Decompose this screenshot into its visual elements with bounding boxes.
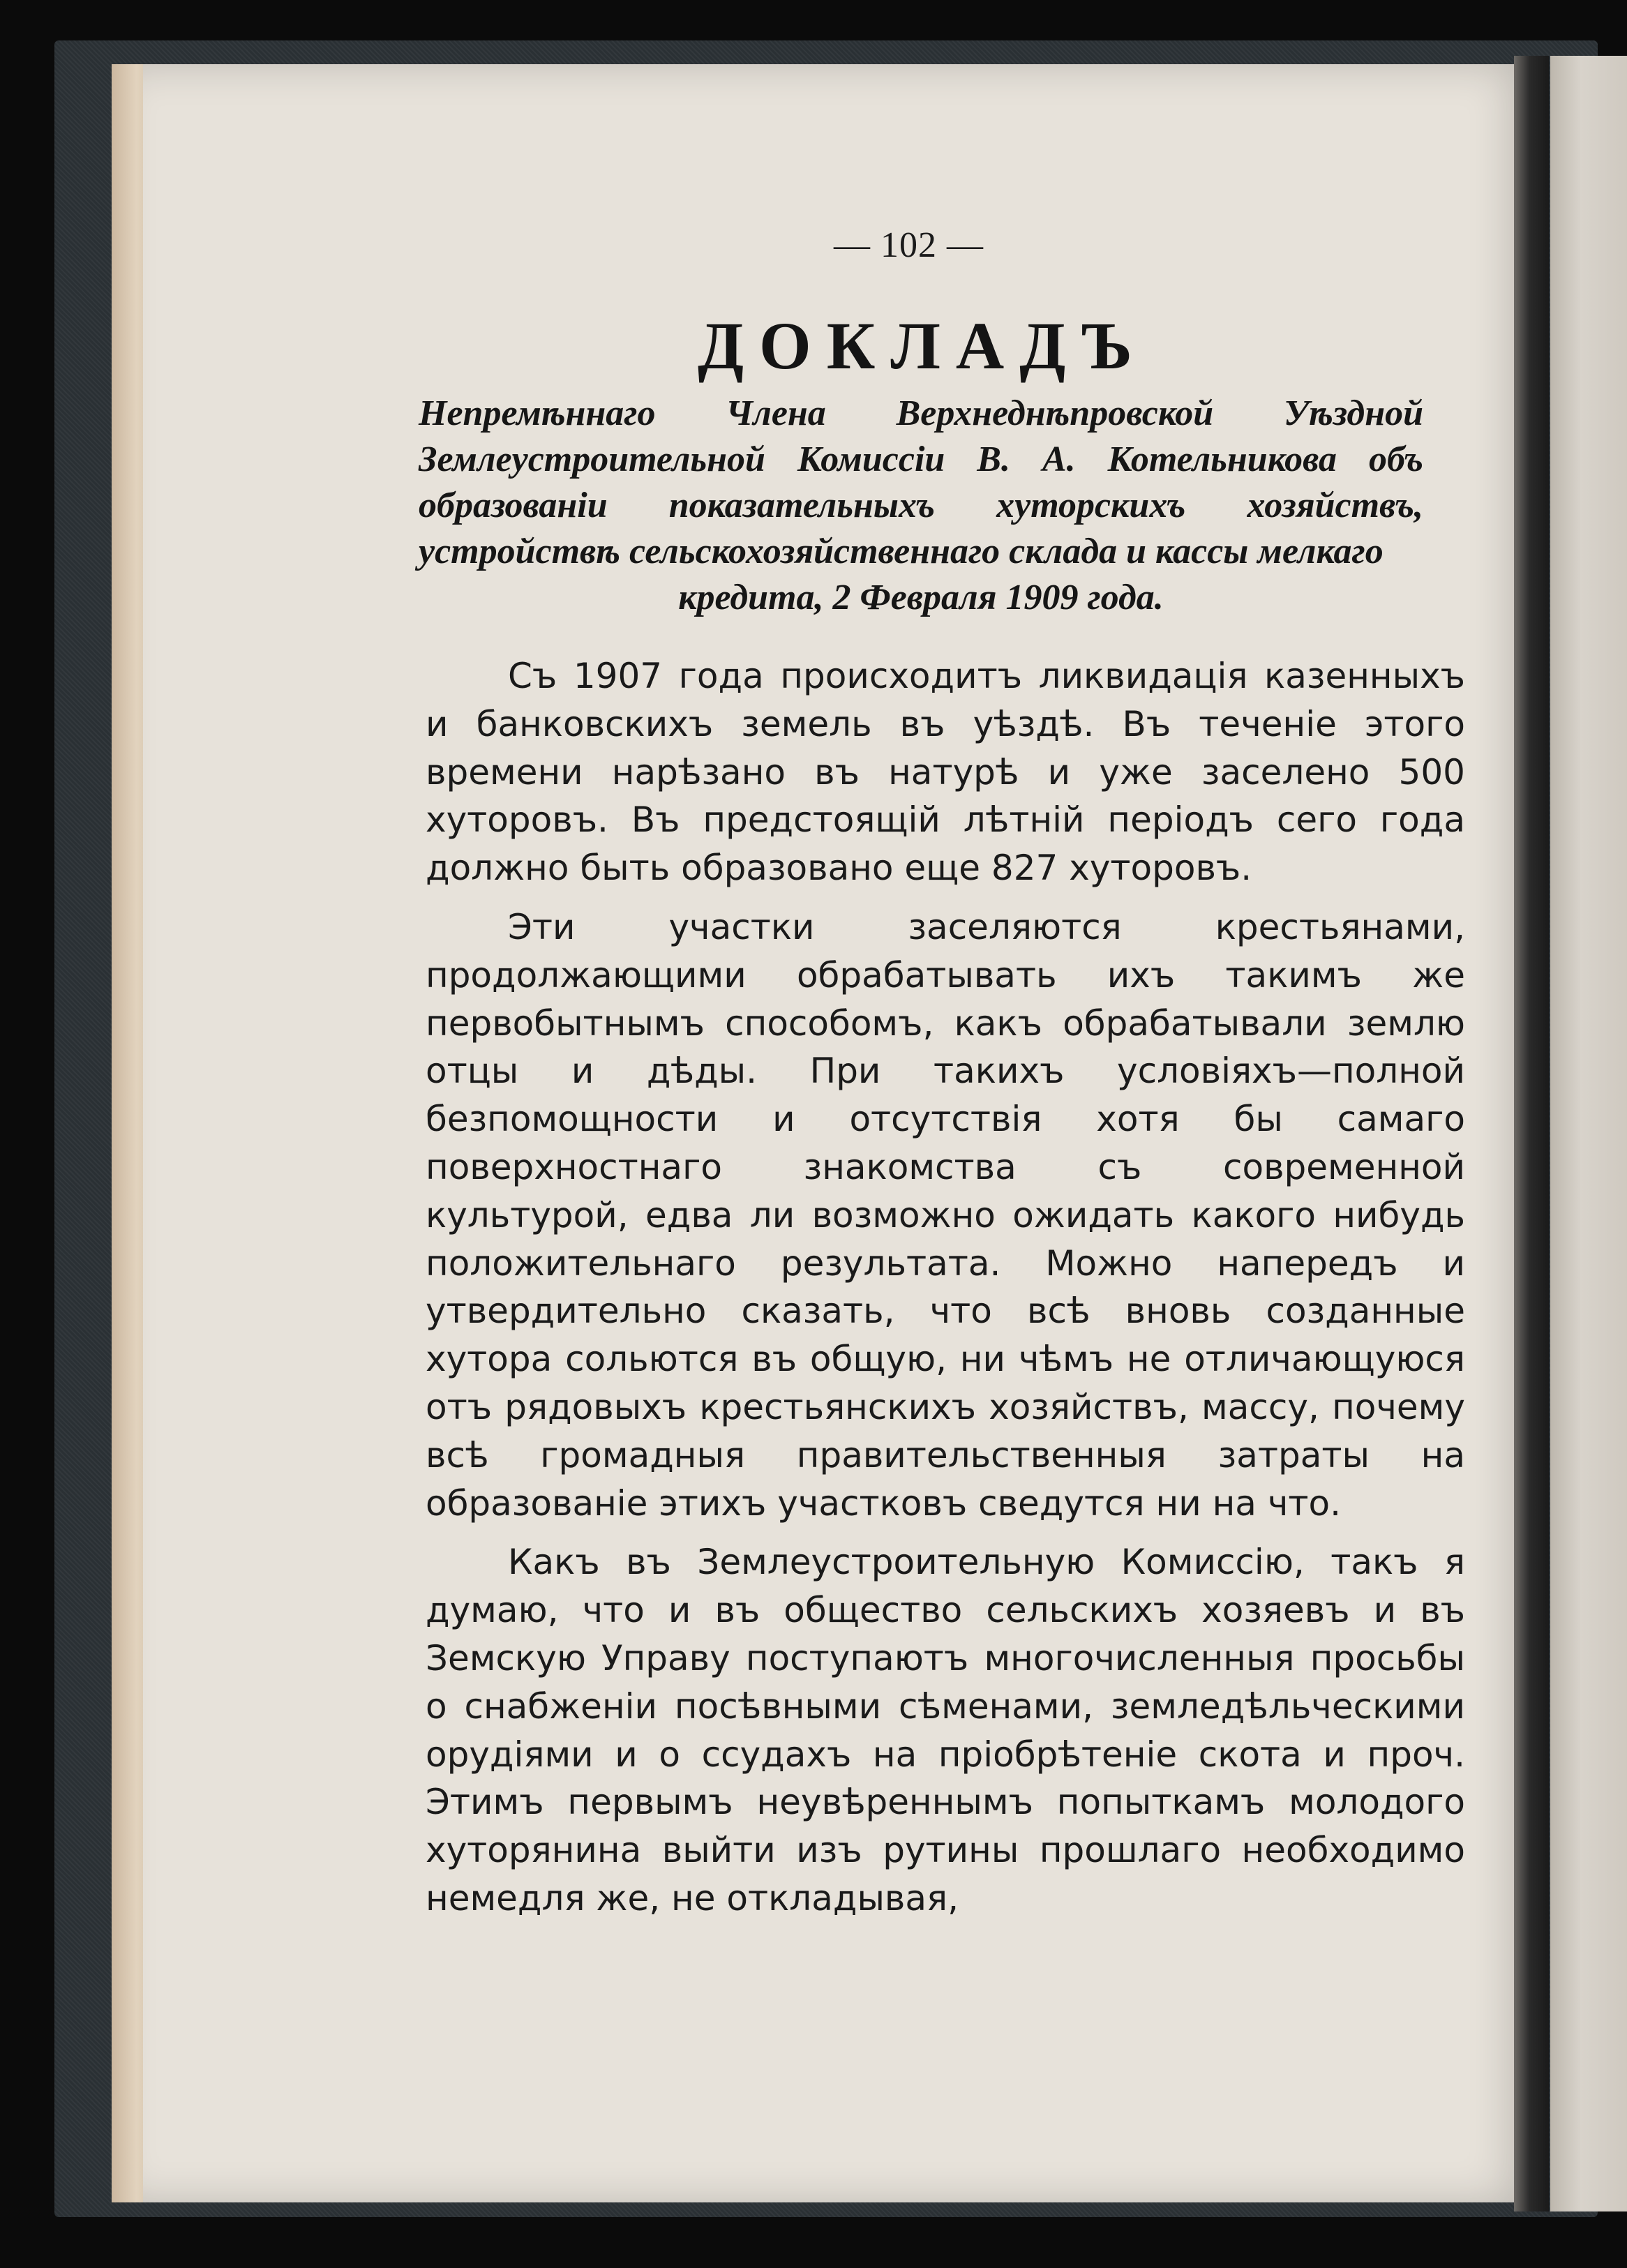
- paragraph-3: Какъ въ Землеустроительную Комиссію, такъ я думаю, что и въ общество сельскихъ хозяевъ и въ Земскую Управу поступаютъ многочисленныя просьбы о снабженіи посѣвными сѣменами, земледѣльческими орудіями и о ссудахъ на пріобрѣтеніе скота и проч. Этимъ первымъ неувѣреннымъ попыткамъ молодого хуторянина выйти изъ рутины прошлаго необходимо немедля же, не откладывая,: [426, 1542, 1465, 1918]
- facing-page-edge: [1550, 56, 1627, 2211]
- book-gutter: [1514, 56, 1549, 2211]
- page-number: — 102 —: [834, 225, 984, 265]
- subtitle-last-line: кредита, 2 Февраля 1909 года.: [678, 578, 1164, 617]
- subtitle-text: Непремѣннаго Члена Верхнеднѣпровской Уѣздной Землеустроительной Комиссіи В. А. Котельникова объ образованіи показательныхъ хуторскихъ хозяйствъ, устройствѣ сельскохозяйственнаго склада и кассы мелкаго: [419, 393, 1423, 571]
- paragraph-2: Эти участки заселяются крестьянами, продолжающими обрабатывать ихъ такимъ же первобытнымъ способомъ, какъ обрабатывали землю отцы и дѣды. При такихъ условіяхъ—полной безпомощности и отсутствія хотя бы самаго поверхностнаго знакомства съ современной культурой, едва ли возможно ожидать какого нибудь положительнаго результата. Можно напередъ и утвердительно сказать, что всѣ вновь созданные хутора сольются въ общую, ни чѣмъ не отличающуюся отъ рядовыхъ крестьянскихъ хозяйствъ, массу, почему всѣ громадныя правительственныя затраты на образованіе этихъ участковъ сведутся ни на что.: [426, 906, 1465, 1524]
- page-title: ДОКЛАДЪ: [698, 308, 1148, 383]
- document-subtitle: [419, 391, 1423, 621]
- paragraph-1: Съ 1907 года происходитъ ликвидація казенныхъ и банковскихъ земель въ уѣздѣ. Въ теченіе этого времени нарѣзано въ натурѣ и уже заселено 500 хуторовъ. Въ предстоящій лѣтній періодъ сего года должно быть образовано еще 827 хуторовъ.: [426, 656, 1465, 889]
- body-text: [426, 652, 1465, 1934]
